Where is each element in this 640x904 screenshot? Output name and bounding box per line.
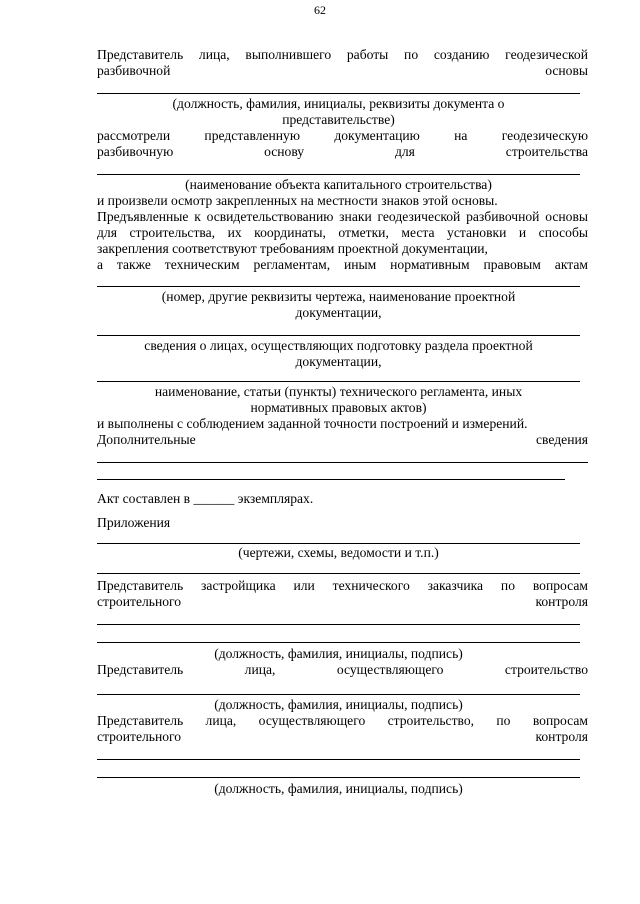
rep-developer-line2: строительного контроля — [97, 594, 588, 609]
caption-position-doc-l1: (должность, фамилия, инициалы, реквизиты документа о — [172, 96, 505, 111]
caption-attachments: (чертежи, схемы, ведомости и т.п.) — [238, 545, 439, 560]
fill-line[interactable] — [97, 286, 580, 287]
document-body — [97, 47, 588, 797]
caption-regulation-l1: наименование, статьи (пункты) технического регламента, иных — [154, 384, 523, 399]
accuracy-line: и выполнены с соблюдением заданной точности построений и измерений. — [97, 416, 528, 431]
compliance-paragraph: Предъявленные к освидетельствованию знаки геодезической разбивочной основы для строительства, их координаты, отметки, места установки и способы закрепления соответствуют требованиям проектной документации, — [97, 209, 588, 256]
caption-signature-3: (должность, фамилия, инициалы, подпись) — [214, 781, 463, 796]
caption-persons-l2: документации, — [295, 354, 382, 369]
reviewed-line2: разбивочную основу для строительства — [97, 144, 588, 159]
fill-line[interactable] — [97, 777, 580, 778]
representative-geodesic-line2-right: основы — [545, 63, 588, 78]
fill-line[interactable] — [97, 335, 580, 336]
fill-line[interactable] — [97, 93, 580, 94]
caption-object-name: (наименование объекта капитального строительства) — [185, 177, 492, 192]
fill-line[interactable] — [97, 573, 580, 574]
rep-developer-line1: Представитель застройщика или технического заказчика по вопросам — [97, 578, 588, 593]
fill-line[interactable] — [97, 543, 580, 544]
act-copies-line: Акт составлен в ______ экземплярах. — [97, 491, 314, 506]
caption-persons-l1: сведения о лицах, осуществляющих подготовку раздела проектной — [144, 338, 533, 353]
compliance-last-line: а также техническим регламентам, иным нормативным правовым актам — [97, 257, 588, 272]
caption-position-doc-l2: представительстве) — [282, 112, 395, 127]
representative-geodesic-line2-left: разбивочной — [97, 63, 171, 78]
caption-signature-1: (должность, фамилия, инициалы, подпись) — [214, 646, 463, 661]
rep-builder-control-line1: Представитель лица, осуществляющего строительство, по вопросам — [97, 713, 588, 728]
additional-info-line: Дополнительные сведения — [97, 432, 588, 447]
caption-drawing-l1: (номер, другие реквизиты чертежа, наименование проектной — [161, 289, 516, 304]
reviewed-line1: рассмотрели представленную документацию на геодезическую — [97, 128, 588, 143]
representative-geodesic-line1: Представитель лица, выполнившего работы по созданию геодезической — [97, 47, 588, 62]
attachments-label: Приложения — [97, 515, 171, 530]
rep-builder-control-line2: строительного контроля — [97, 729, 588, 744]
fill-line[interactable] — [97, 694, 580, 695]
fill-line[interactable] — [97, 174, 580, 175]
page-number: 62 — [314, 3, 326, 17]
representative-geodesic-line2 — [97, 63, 588, 79]
caption-regulation-l2: нормативных правовых актов) — [250, 400, 427, 415]
rep-builder-line1: Представитель лица, осуществляющего строительство — [97, 662, 588, 677]
fill-line[interactable] — [97, 642, 580, 643]
caption-signature-2: (должность, фамилия, инициалы, подпись) — [214, 697, 463, 712]
fill-line[interactable] — [97, 381, 580, 382]
caption-drawing-l2: документации, — [295, 305, 382, 320]
inspection-line: и произвели осмотр закрепленных на местности знаков этой основы. — [97, 193, 498, 208]
